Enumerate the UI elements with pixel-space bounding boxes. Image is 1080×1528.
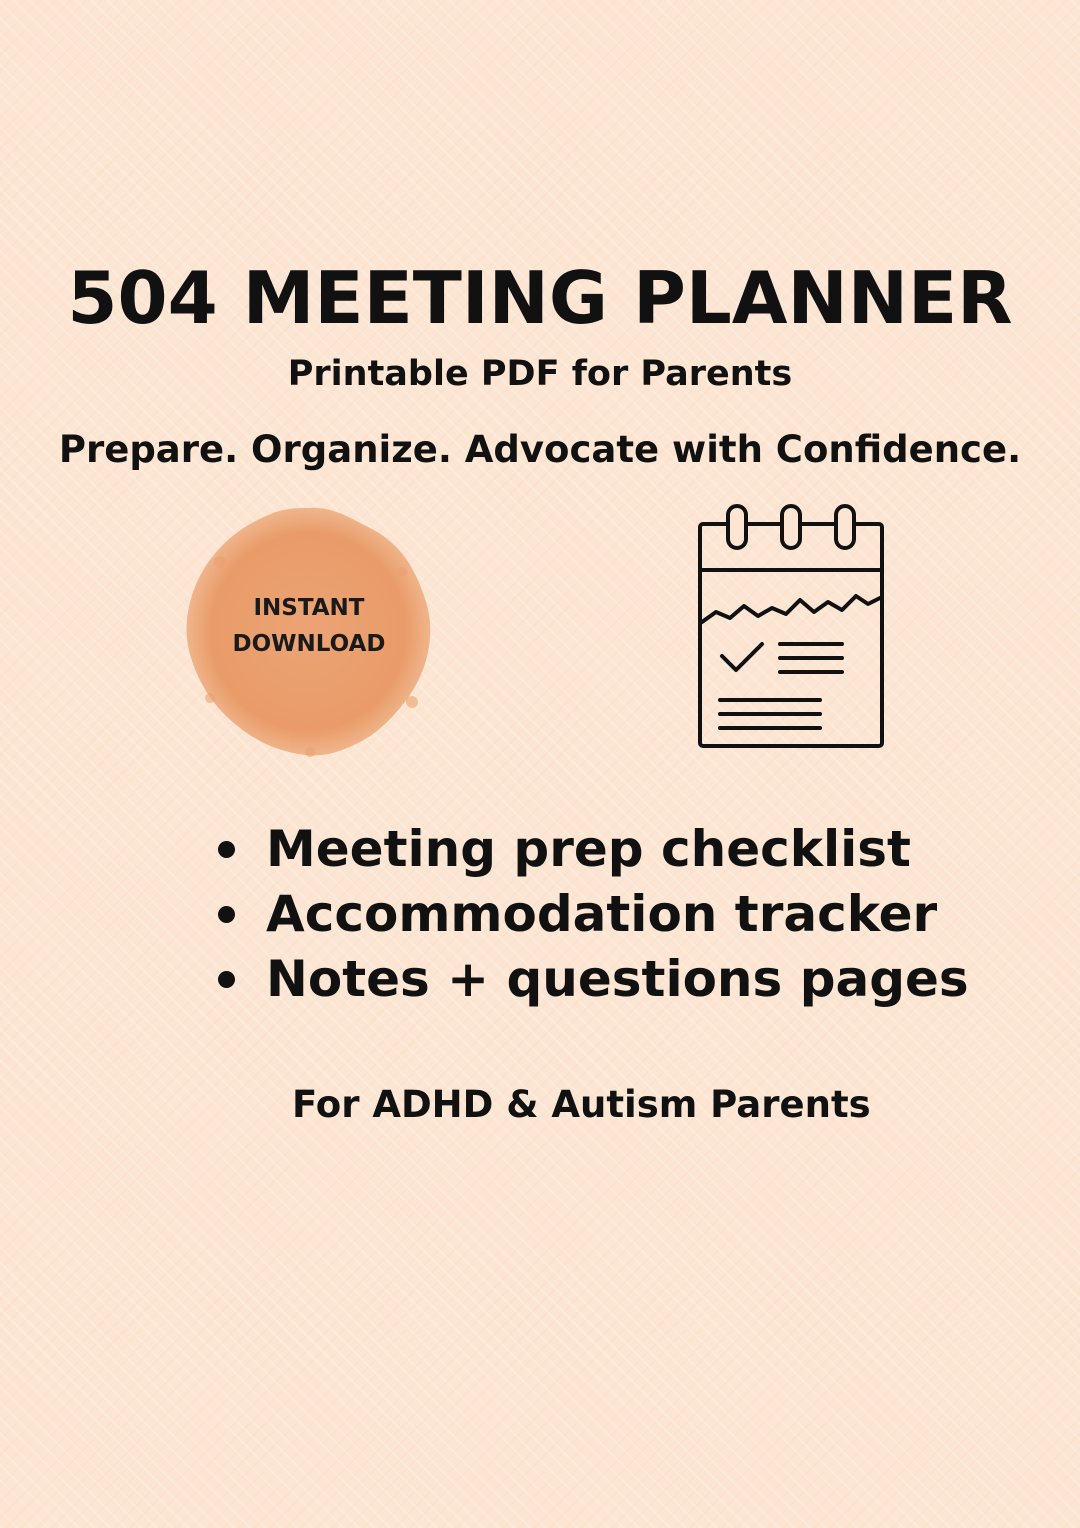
feature-label: Notes + questions pages — [266, 950, 969, 1008]
audience-text: For ADHD & Autism Parents — [292, 1083, 871, 1126]
notepad-checklist-icon — [690, 496, 890, 756]
badge-line-1: INSTANT — [253, 595, 365, 621]
tagline: Prepare. Organize. Advocate with Confidence. — [58, 428, 1022, 471]
page-title: 504 MEETING PLANNER — [67, 256, 1013, 340]
badge-line-2: DOWNLOAD — [232, 631, 386, 657]
bullet-icon — [218, 971, 235, 988]
feature-label: Accommodation tracker — [266, 885, 938, 943]
instant-download-badge — [180, 502, 430, 760]
list-item — [210, 947, 969, 1012]
subtitle: Printable PDF for Parents — [287, 354, 793, 394]
bullet-icon — [218, 841, 235, 858]
list-item — [210, 882, 969, 947]
badge-text — [180, 590, 438, 662]
feature-label: Meeting prep checklist — [266, 820, 911, 878]
feature-list — [210, 817, 969, 1012]
list-item — [210, 817, 969, 882]
bullet-icon — [218, 906, 235, 923]
